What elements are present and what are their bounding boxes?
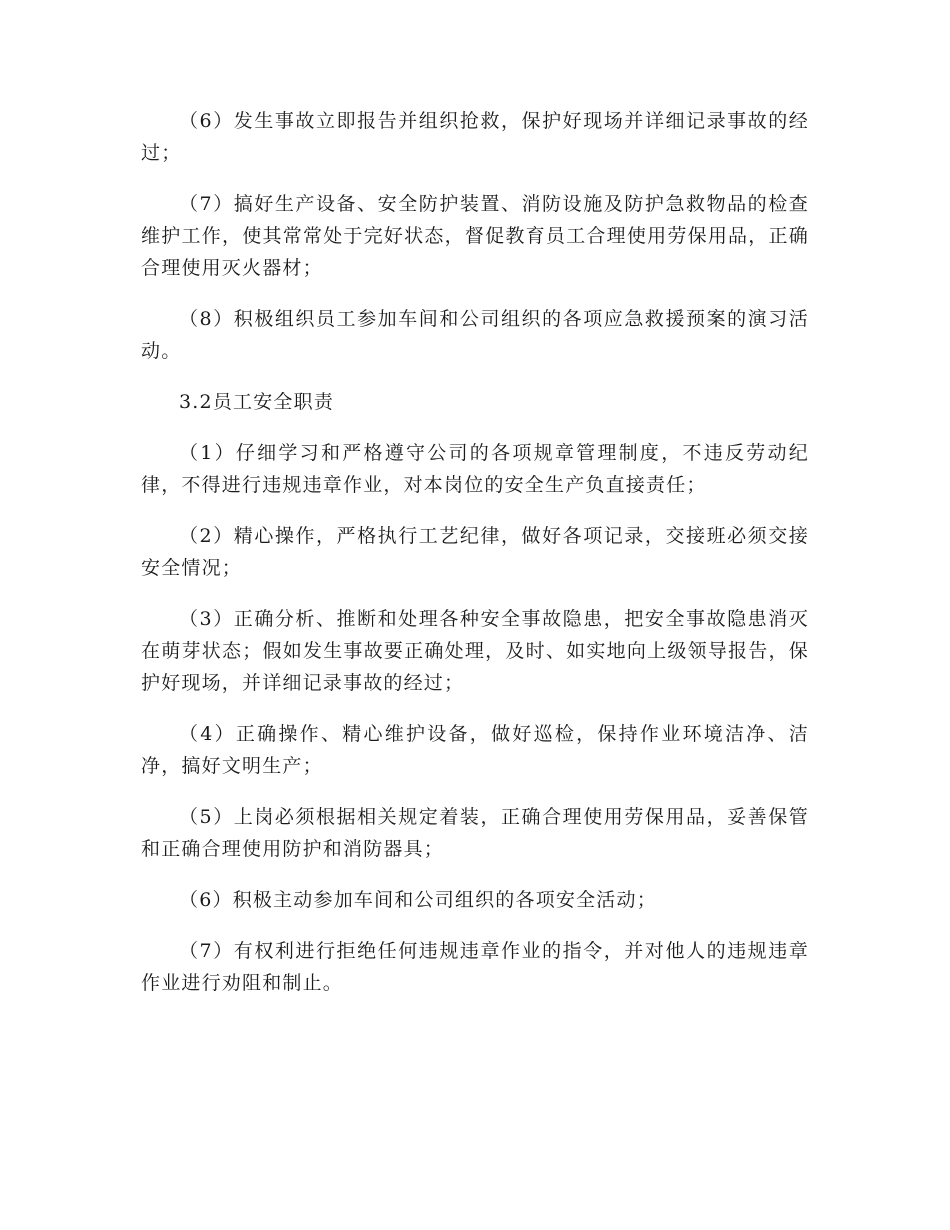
paragraph-employee-duty-7: （7）有权利进行拒绝任何违规违章作业的指令，并对他人的违规违章作业进行劝阻和制止。 [141,940,809,994]
paragraph-leader-duty-8: （8）积极组织员工参加车间和公司组织的各项应急救援预案的演习活动。 [141,308,809,362]
document-body [141,105,809,1018]
paragraph-employee-duty-6: （6）积极主动参加车间和公司组织的各项安全活动； [179,889,657,911]
paragraph-employee-duty-4: （4）正确操作、精心维护设备，做好巡检，保持作业环境洁净、洁净，搞好文明生产； [141,723,809,777]
paragraph-employee-duty-3: （3）正确分析、推断和处理各种安全事故隐患，把安全事故隐患消灭在萌芽状态；假如发生事故要正确处理，及时、如实地向上级领导报告，保护好现场，并详细记录事故的经过； [141,608,809,694]
paragraph-employee-duty-2: （2）精心操作，严格执行工艺纪律，做好各项记录，交接班必须交接安全情况； [141,525,809,579]
paragraph-employee-duty-1: （1）仔细学习和严格遵守公司的各项规章管理制度，不违反劳动纪律，不得进行违规违章作业，对本岗位的安全生产负直接责任； [141,442,809,496]
paragraph-leader-duty-7: （7）搞好生产设备、安全防护装置、消防设施及防护急救物品的检查维护工作，使其常常处于完好状态，督促教育员工合理使用劳保用品，正确合理使用灭火器材； [141,193,809,279]
section-heading-employee-duties: 3.2员工安全职责 [179,391,335,413]
paragraph-employee-duty-5: （5）上岗必须根据相关规定着装，正确合理使用劳保用品，妥善保管和正确合理使用防护和消防器具； [141,806,809,860]
paragraph-leader-duty-6: （6）发生事故立即报告并组织抢救，保护好现场并详细记录事故的经过； [141,110,809,164]
